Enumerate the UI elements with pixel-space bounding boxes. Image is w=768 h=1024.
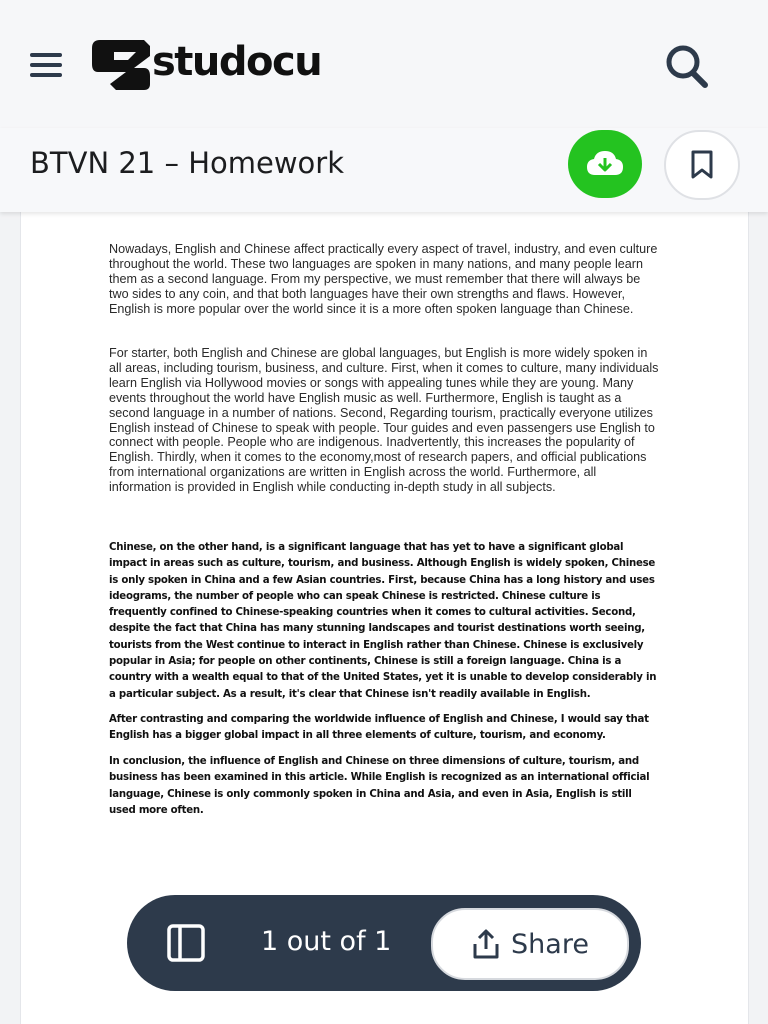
sidebar-toggle-icon[interactable] (167, 924, 205, 962)
paragraph-chinese: Chinese, on the other hand, is a significant language that has yet to have a significant global impact in areas such as culture, tourism, and business. Although English is widely spoken, Chinese is only spoken in China and a few Asian countries. First, because China has a long history and uses ideograms, the number of people who can speak Chinese is restricted. Chinese culture is frequently confined to Chinese-speaking countries when it comes to cultural activities. Second, despite the fact that China has many stunning landscapes and tourist destinations worth seeing, tourists from the West continue to interact in English rather than Chinese. Chinese is exclusively popular in Asia; for people on other continents, Chinese is still a foreign language. China is a country with a wealth equal to that of the United States, yet it is unable to develop considerably in a particular subject. As a result, it's clear that Chinese isn't readily available in English. (109, 542, 657, 700)
page-navigation-bar (127, 895, 641, 991)
share-button[interactable] (431, 908, 629, 980)
menu-icon[interactable] (28, 50, 64, 80)
bookmark-icon (690, 150, 714, 180)
brand-name: studocu (152, 39, 322, 85)
paragraph-conclusion: In conclusion, the influence of English and Chinese on three dimensions of culture, tourism, and business has been examined in this article. While English is recognized as an international official language, Chinese is only commonly spoken in China and Asia, and even in Asia, English is still used more often. (109, 756, 650, 816)
search-icon[interactable] (662, 42, 710, 90)
paragraph-english: For starter, both English and Chinese are global languages, but English is more widely spoken in all areas, including tourism, business, and culture. First, when it comes to culture, many individuals learn English via Hollywood movies or songs with appealing tunes while they are young. Many events throughout the world have English music as well. Furthermore, English is taught as a second language in a number of nations. Second, Regarding tourism, practically everyone utilizes English instead of Chinese to speak with people. Tour guides and even passengers use English to connect with people. People who are indigenous. Inadvertently, this increases the popularity of English. Thirdly, when it comes to the economy,most of research papers, and official publications from international organizations are written in English across the world. Furthermore, all information is provided in English while conducting in-depth study in all subjects. (109, 346, 659, 495)
paragraph-comparison: After contrasting and comparing the worldwide influence of English and Chinese, I would say that English has a bigger global impact in all three elements of culture, tourism, and economy. (109, 714, 649, 742)
top-navigation-bar (0, 0, 768, 128)
paragraph-intro: Nowadays, English and Chinese affect practically every aspect of travel, industry, and even culture throughout the world. These two languages are spoken in many nations, and many people learn them as a second language. From my perspective, we must remember that there will always be two sides to any coin, and that both languages have their own strengths and flaws. However, English is more popular over the world since it is a more often spoken language than Chinese. (109, 242, 658, 316)
studocu-logo[interactable] (92, 38, 321, 92)
download-button[interactable] (568, 130, 642, 198)
document-title-bar (0, 128, 768, 212)
page-counter: 1 out of 1 (261, 926, 392, 957)
cloud-download-icon (585, 149, 625, 179)
share-label: Share (511, 928, 589, 960)
page-title: BTVN 21 – Homework (30, 146, 345, 180)
bookmark-button[interactable] (664, 130, 740, 200)
studocu-logo-mark-icon (92, 38, 150, 92)
share-icon (471, 928, 501, 960)
